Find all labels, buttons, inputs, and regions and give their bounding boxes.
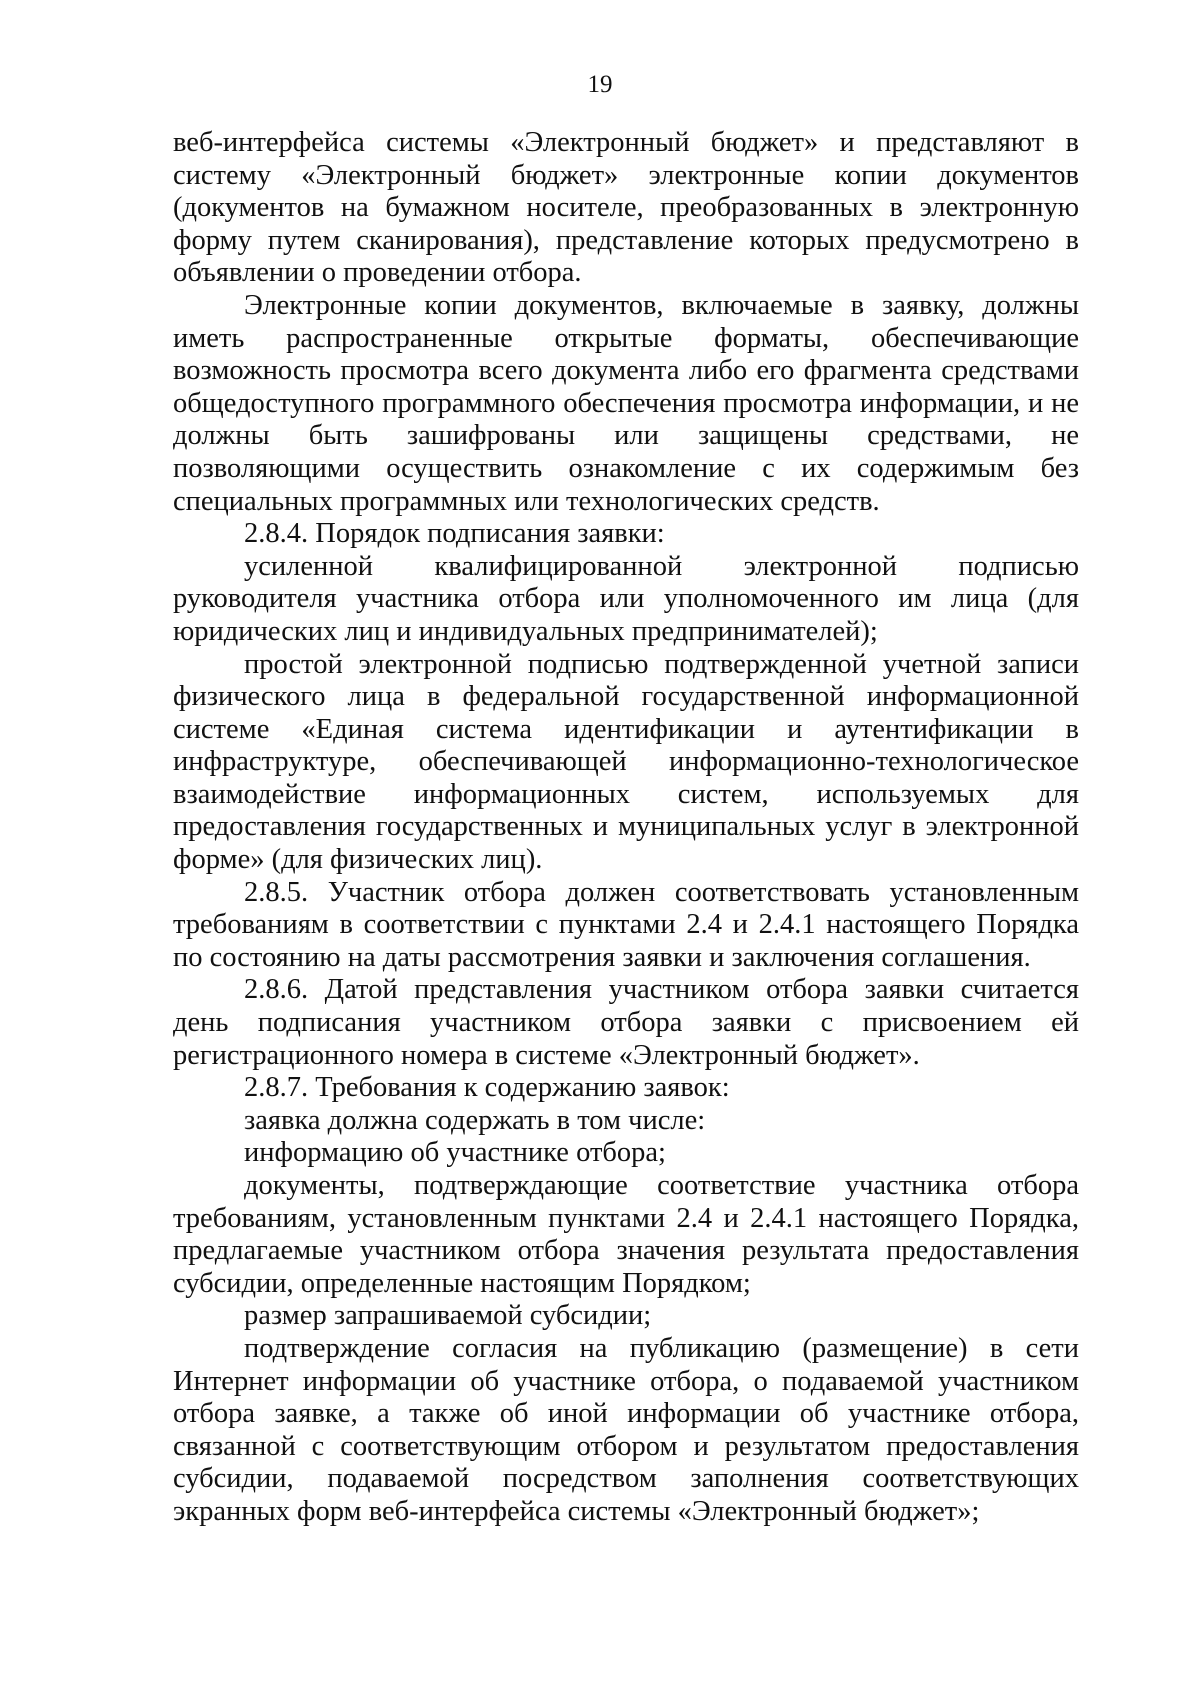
paragraph-continuation: веб-интерфейса системы «Электронный бюджет» и представляют в систему «Электронный бюджет» электронные копии документов (документов на бумажном носителе, преобразованных в электронную форму путем сканирования), представление которых предусмотрено в объявлении о проведении отбора. (173, 127, 1079, 289)
document-body (173, 127, 1079, 1529)
paragraph-2-8-6: 2.8.6. Датой представления участником отбора заявки считается день подписания участником отбора заявки с присвоением ей регистрационного номера в системе «Электронный бюджет». (173, 974, 1079, 1071)
paragraph-qualified-signature: усиленной квалифицированной электронной подписью руководителя участника отбора или уполномоченного им лица (для юридических лиц и индивидуальных предпринимателей); (173, 550, 1079, 647)
paragraph-compliance-documents: документы, подтверждающие соответствие участника отбора требованиям, установленным пунктами 2.4 и 2.4.1 настоящего Порядка, предлагаемые участником отбора значения результата предоставления субсидии, определенные настоящим Порядком; (173, 1170, 1079, 1299)
paragraph-simple-signature: простой электронной подписью подтвержденной учетной записи физического лица в федеральной государственной информационной системе «Единая система идентификации и аутентификации в инфраструктуре, обеспечивающей информационно-технологическое взаимодействие информационных систем, используемых для предоставления государственных и муниципальных услуг в электронной форме» (для физических лиц). (173, 648, 1079, 876)
page-number: 19 (587, 71, 613, 98)
paragraph-2-8-4-heading: 2.8.4. Порядок подписания заявки: (244, 518, 665, 550)
paragraph-application-contents: заявка должна содержать в том числе: (244, 1104, 706, 1136)
paragraph-2-8-7-heading: 2.8.7. Требования к содержанию заявок: (244, 1072, 730, 1104)
paragraph-subsidy-amount: размер запрашиваемой субсидии; (244, 1300, 652, 1332)
paragraph-2-8-5: 2.8.5. Участник отбора должен соответствовать установленным требованиям в соответствии с пунктами 2.4 и 2.4.1 настоящего Порядка по состоянию на даты рассмотрения заявки и заключения соглашения. (173, 876, 1079, 973)
paragraph-electronic-copies: Электронные копии документов, включаемые в заявку, должны иметь распространенные открытые форматы, обеспечивающие возможность просмотра всего документа либо его фрагмента средствами общедоступного программного обеспечения просмотра информации, и не должны быть зашифрованы или защищены средствами, не позволяющими осуществить ознакомление с их содержимым без специальных программных или технологических средств. (173, 289, 1079, 517)
paragraph-participant-info: информацию об участнике отбора; (244, 1137, 666, 1169)
paragraph-publication-consent: подтверждение согласия на публикацию (размещение) в сети Интернет информации об участнике отбора, о подаваемой участником отбора заявке, а также об иной информации об участнике отбора, связанной с соответствующим отбором и результатом предоставления субсидии, подаваемой посредством заполнения соответствующих экранных форм веб-интерфейса системы «Электронный бюджет»; (173, 1332, 1079, 1527)
